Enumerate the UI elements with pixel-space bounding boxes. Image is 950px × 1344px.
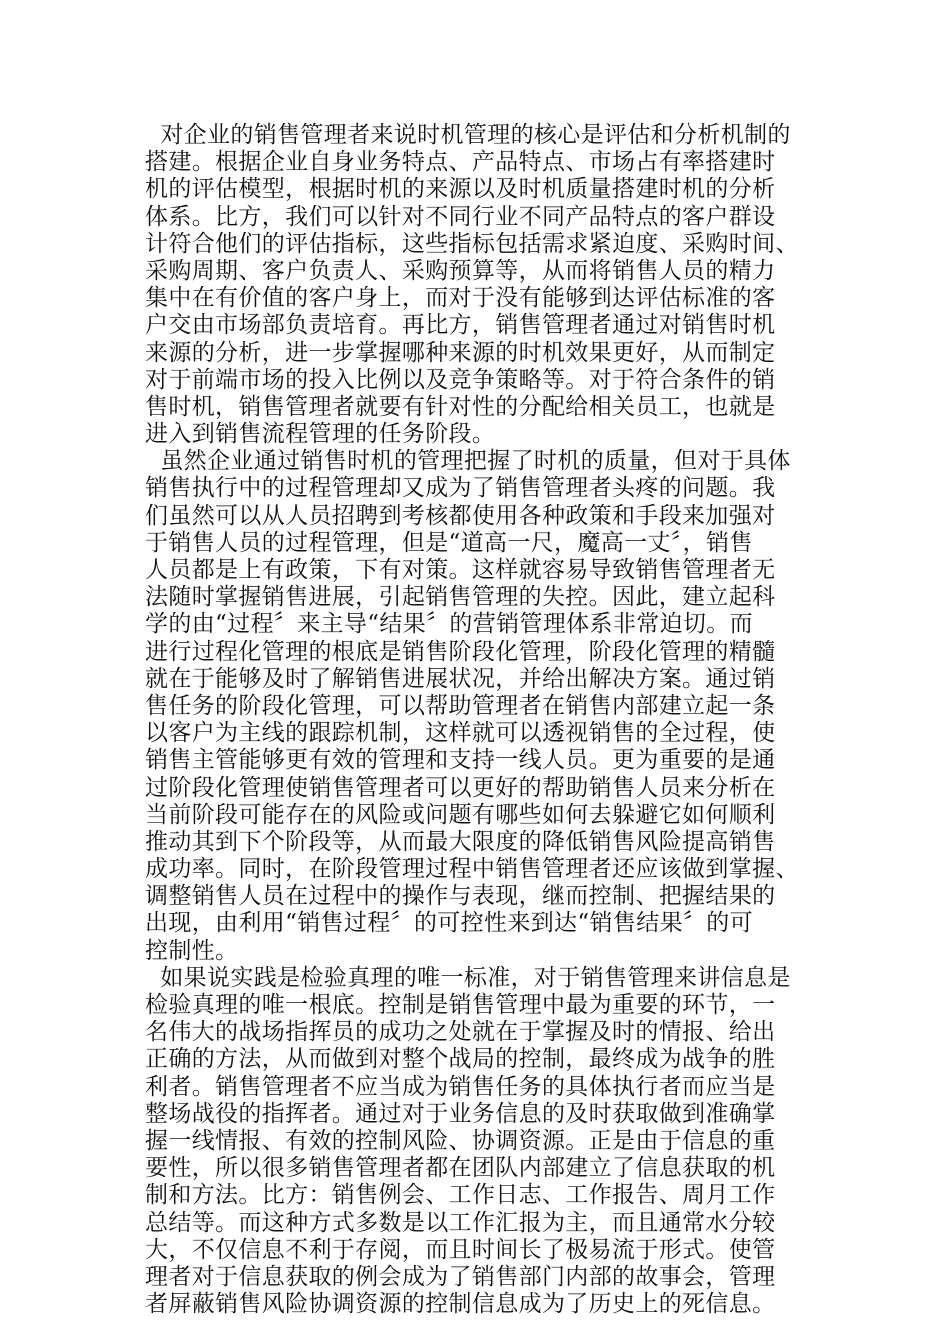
text-line: 销售主管能够更有效的管理和支持一线人员。更为重要的是通 — [145, 747, 776, 774]
text-line: 销售执行中的过程管理却又成为了销售管理者头疼的问题。我 — [145, 475, 776, 502]
text-line: 推动其到下个阶段等，从而最大限度的降低销售风险提高销售 — [145, 828, 776, 855]
text-line: 要性，所以很多销售管理者都在团队内部建立了信息获取的机 — [145, 1155, 776, 1182]
text-line: 出现，由利用“销售过程〞的可控性来到达“销售结果〞的可 — [145, 910, 753, 937]
text-line: 虽然企业通过销售时机的管理把握了时机的质量，但对于具体 — [145, 448, 791, 475]
text-line: 对企业的销售管理者来说时机管理的核心是评估和分析机制的 — [145, 122, 791, 148]
text-line: 如果说实践是检验真理的唯一标准，对于销售管理来讲信息是 — [145, 964, 791, 991]
text-line: 法随时掌握销售进展，引起销售管理的失控。因此，建立起科 — [145, 584, 776, 611]
text-line: 于销售人员的过程管理，但是“道高一尺，魔高一丈〞，销售 — [145, 529, 753, 556]
text-line: 进入到销售流程管理的任务阶段。 — [145, 421, 496, 448]
text-line: 进行过程化管理的根底是销售阶段化管理，阶段化管理的精髓 — [145, 638, 776, 665]
text-line: 体系。比方，我们可以针对不同行业不同产品特点的客户群设 — [145, 203, 776, 230]
text-line: 售时机，销售管理者就要有针对性的分配给相关员工，也就是 — [145, 393, 776, 420]
text-line: 采购周期、客户负责人、采购预算等，从而将销售人员的精力 — [145, 257, 776, 284]
text-line: 检验真理的唯一根底。控制是销售管理中最为重要的环节，一 — [145, 992, 776, 1018]
text-line: 售任务的阶段化管理，可以帮助管理者在销售内部建立起一条 — [145, 692, 776, 719]
text-line: 就在于能够及时了解销售进展状况，并给出解决方案。通过销 — [145, 665, 776, 692]
text-line: 们虽然可以从人员招聘到考核都使用各种政策和手段来加强对 — [145, 502, 776, 529]
text-line: 学的由“过程〞来主导“结果〞的营销管理体系非常迫切。而 — [145, 611, 753, 638]
text-line: 人员都是上有政策，下有对策。这样就容易导致销售管理者无 — [145, 557, 776, 583]
text-line: 握一线情报、有效的控制风险、协调资源。正是由于信息的重 — [145, 1127, 776, 1154]
text-line: 过阶段化管理使销售管理者可以更好的帮助销售人员来分析在 — [145, 774, 776, 801]
text-line: 总结等。而这种方式多数是以工作汇报为主，而且通常水分较 — [145, 1209, 776, 1236]
text-line: 名伟大的战场指挥员的成功之处就在于掌握及时的情报、给出 — [145, 1019, 776, 1046]
text-line: 以客户为主线的跟踪机制，这样就可以透视销售的全过程，使 — [145, 720, 776, 747]
text-line: 搭建。根据企业自身业务特点、产品特点、市场占有率搭建时 — [145, 149, 776, 176]
text-line: 计符合他们的评估指标，这些指标包括需求紧迫度、采购时间、 — [145, 230, 799, 257]
text-line: 控制性。 — [145, 937, 239, 964]
paragraph-3 — [145, 965, 820, 1318]
text-line: 者屏蔽销售风险协调资源的控制信息成为了历史上的死信息。 — [145, 1291, 776, 1318]
text-line: 当前阶段可能存在的风险或问题有哪些如何去躲避它如何顺利 — [145, 801, 776, 828]
text-line: 调整销售人员在过程中的操作与表现，继而控制、把握结果的 — [145, 883, 776, 910]
text-line: 正确的方法，从而做到对整个战局的控制，最终成为战争的胜 — [145, 1046, 776, 1073]
text-line: 整场战役的指挥者。通过对于业务信息的及时获取做到准确掌 — [145, 1100, 776, 1127]
text-line: 成功率。同时，在阶段管理过程中销售管理者还应该做到掌握、 — [145, 856, 799, 883]
text-line: 制和方法。比方：销售例会、工作日志、工作报告、周月工作 — [145, 1182, 776, 1209]
text-line: 利者。销售管理者不应当成为销售任务的具体执行者而应当是 — [145, 1073, 776, 1100]
paragraph-2 — [145, 448, 820, 965]
text-line: 对于前端市场的投入比例以及竞争策略等。对于符合条件的销 — [145, 366, 776, 393]
text-line: 大，不仅信息不利于存阅，而且时间长了极易流于形式。使管 — [145, 1236, 776, 1263]
paragraph-1 — [145, 122, 820, 448]
text-line: 户交由市场部负责培育。再比方，销售管理者通过对销售时机 — [145, 312, 776, 339]
text-line: 机的评估模型，根据时机的来源以及时机质量搭建时机的分析 — [145, 176, 776, 203]
text-line: 来源的分析，进一步掌握哪种来源的时机效果更好，从而制定 — [145, 339, 776, 366]
text-line: 集中在有价值的客户身上，而对于没有能够到达评估标准的客 — [145, 285, 776, 312]
document-body — [145, 122, 820, 1318]
text-line: 理者对于信息获取的例会成为了销售部门内部的故事会，管理 — [145, 1263, 776, 1290]
